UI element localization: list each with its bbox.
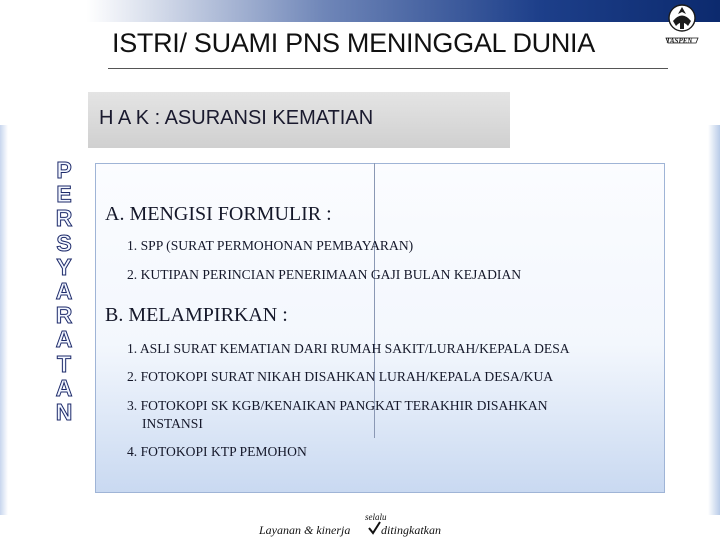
section-b-title: B. MELAMPIRKAN : — [105, 304, 288, 326]
right-decor-bar — [708, 125, 720, 515]
vertical-letter: Y — [56, 253, 72, 280]
vertical-letter: A — [55, 374, 73, 401]
vertical-letter: E — [56, 181, 72, 208]
vertical-letter: R — [55, 205, 73, 232]
slogan-top: selalu — [365, 512, 387, 522]
section-b-item: 1. ASLI SURAT KEMATIAN DARI RUMAH SAKIT/LURAH/KEPALA DESA — [127, 341, 570, 356]
left-decor-bar — [0, 125, 8, 515]
logo-text: TASPEN — [666, 37, 693, 45]
vertical-letter: N — [55, 398, 73, 425]
panel-divider-line — [374, 163, 375, 438]
section-b-item-continued: INSTANSI — [142, 416, 203, 431]
vertical-label — [52, 158, 76, 424]
section-a-item: 1. SPP (SURAT PERMOHONAN PEMBAYARAN) — [127, 238, 414, 253]
section-b-item: 3. FOTOKOPI SK KGB/KENAIKAN PANGKAT TERAKHIR DISAHKAN — [127, 398, 548, 413]
section-a-title: A. MENGISI FORMULIR : — [105, 203, 332, 225]
slogan-end: ditingkatkan — [381, 523, 441, 537]
vertical-letter: T — [56, 350, 72, 377]
section-a-item: 2. KUTIPAN PERINCIAN PENERIMAAN GAJI BULAN KEJADIAN — [127, 267, 522, 282]
slogan-main: Layanan & kinerja — [259, 523, 351, 537]
page-title: ISTRI/ SUAMI PNS MENINGGAL DUNIA — [112, 28, 595, 58]
vertical-letter: P — [56, 157, 72, 183]
footer-slogan — [255, 512, 455, 540]
title-underline — [108, 68, 668, 69]
subheader-box — [88, 92, 510, 148]
subheader-label: H A K : ASURANSI KEMATIAN — [99, 107, 374, 129]
vertical-letter: A — [55, 326, 73, 353]
section-b-item: 2. FOTOKOPI SURAT NIKAH DISAHKAN LURAH/KEPALA DESA/KUA — [127, 369, 554, 384]
vertical-letter: S — [56, 229, 72, 256]
vertical-letter: A — [55, 277, 73, 304]
top-gradient-bar — [0, 0, 720, 22]
vertical-letter: R — [55, 302, 73, 329]
checkmark-icon — [367, 521, 381, 535]
section-b-item: 4. FOTOKOPI KTP PEMOHON — [127, 444, 307, 459]
